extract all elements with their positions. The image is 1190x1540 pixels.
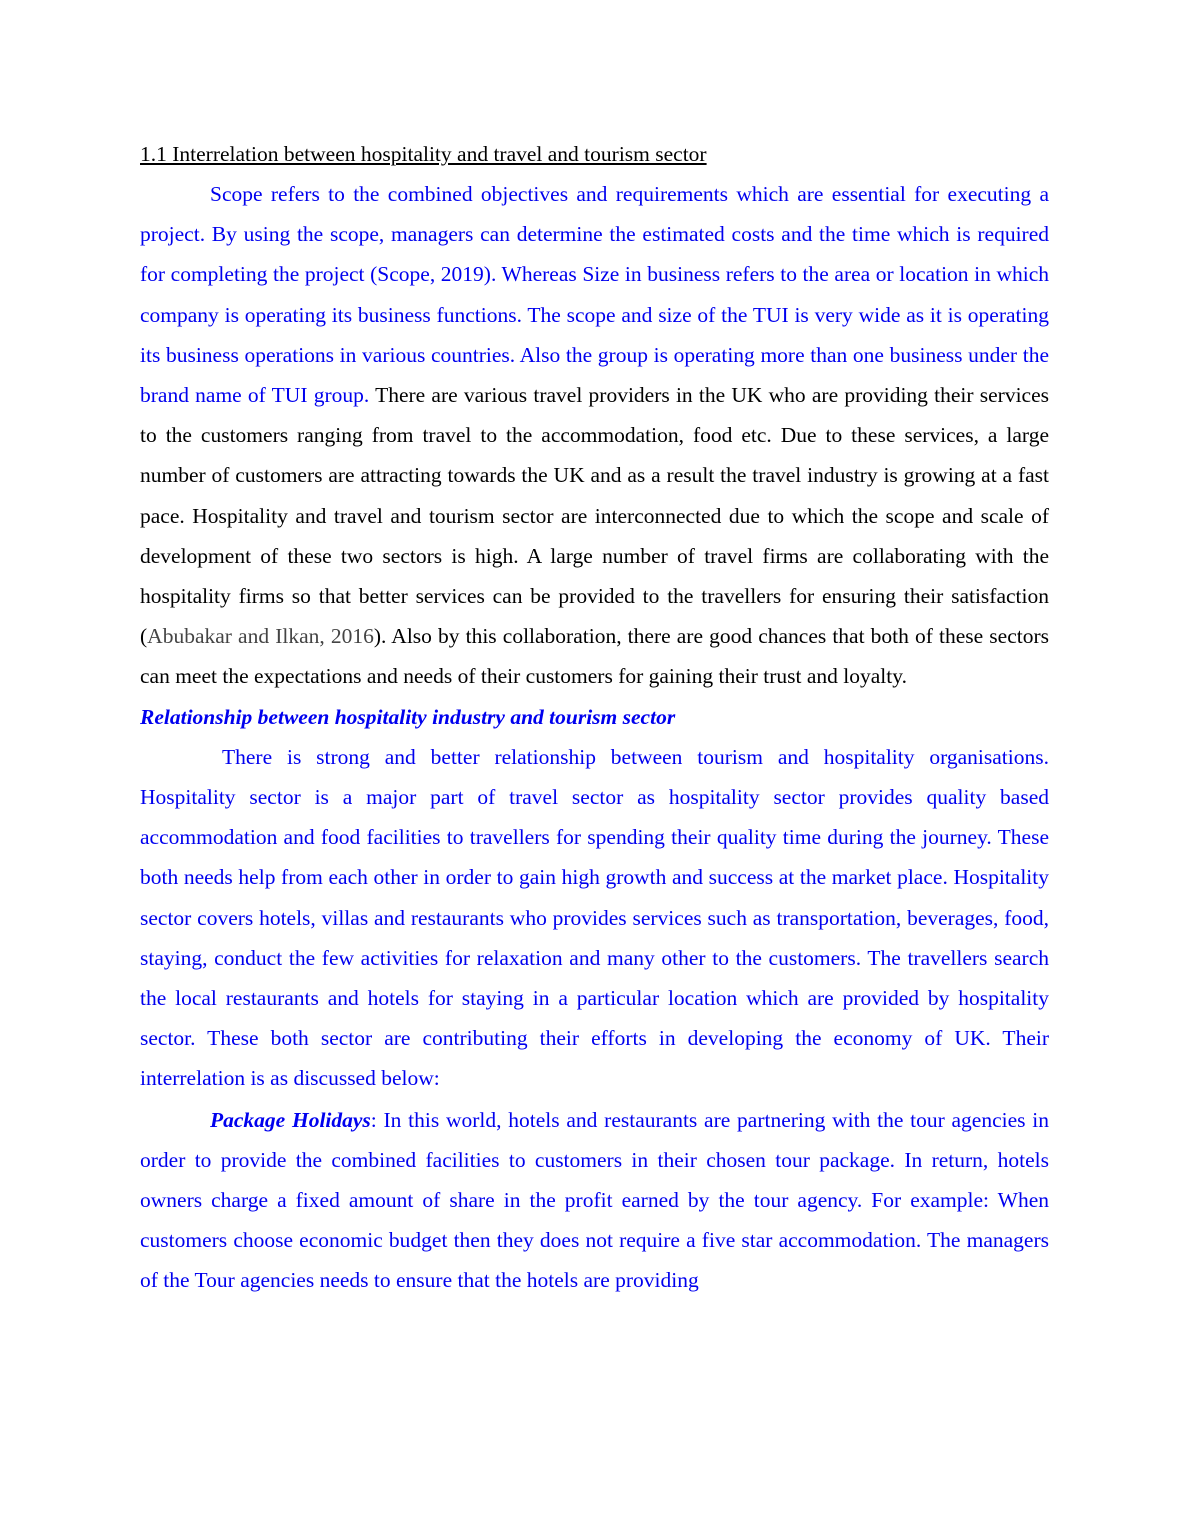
package-holidays-text: : In this world, hotels and restaurants are partnering with the tour agencies in order to provide the combined facilities to customers in their chosen tour package. In return, hotels owners charge a fixed amount of share in the profit earned by the tour agency. For example: When customers choose economic budget then they does not require a five star accommodation. The managers of the Tour agencies needs to ensure that the hotels are providing bbox=[140, 1107, 1049, 1293]
section-heading: 1.1 Interrelation between hospitality and travel and tourism sector bbox=[140, 142, 707, 166]
package-holidays-lead: Package Holidays bbox=[210, 1107, 371, 1132]
paragraph-package-holidays bbox=[140, 1100, 1049, 1301]
paragraph-scope-black-text: There are various travel providers in the UK who are providing their services to the customers ranging from travel to the accommodation, food etc. Due to these services, a large number of customers are attracting towards the UK and as a result the travel industry is growing at a fast pace. Hospitality and travel and tourism sector are interconnected due to which the scope and scale of development of these two sectors is high. A large number of travel firms are collaborating with the hospitality firms so that better services can be provided to the travellers for ensuring their satisfaction ( bbox=[140, 383, 1049, 649]
paragraph-scope-tail-text: ). Also by this collaboration, there are good chances that both of these sectors can meet the expectations and needs of their customers for gaining their trust and loyalty. bbox=[140, 624, 1049, 689]
paragraph-scope bbox=[140, 174, 1049, 697]
citation-abubakar: Abubakar and Ilkan, 2016 bbox=[147, 624, 374, 649]
subheading-relationship: Relationship between hospitality industry and tourism sector bbox=[140, 704, 676, 729]
document-page bbox=[140, 136, 1049, 1301]
paragraph-relationship: There is strong and better relationship between tourism and hospitality organisations. Hospitality sector is a major part of travel sector as hospitality sector provides quality based accommodation and food facilities to travellers for spending their quality time during the journey. These both needs help from each other in order to gain high growth and success at the market place. Hospitality sector covers hotels, villas and restaurants who provides services such as transportation, beverages, food, staying, conduct the few activities for relaxation and many other to the customers. The travellers search the local restaurants and hotels for staying in a particular location which are provided by hospitality sector. These both sector are contributing their efforts in developing the economy of UK. Their interrelation is as discussed below: bbox=[140, 744, 1049, 1091]
paragraph-scope-blue-text: Scope refers to the combined objectives and requirements which are essential for executing a project. By using the scope, managers can determine the estimated costs and the time which is required for completing the project (Scope, 2019). Whereas Size in business refers to the area or location in which company is operating its business functions. The scope and size of the TUI is very wide as it is operating its business operations in various countries. Also the group is operating more than one business under the brand name of TUI group. bbox=[140, 182, 1049, 408]
